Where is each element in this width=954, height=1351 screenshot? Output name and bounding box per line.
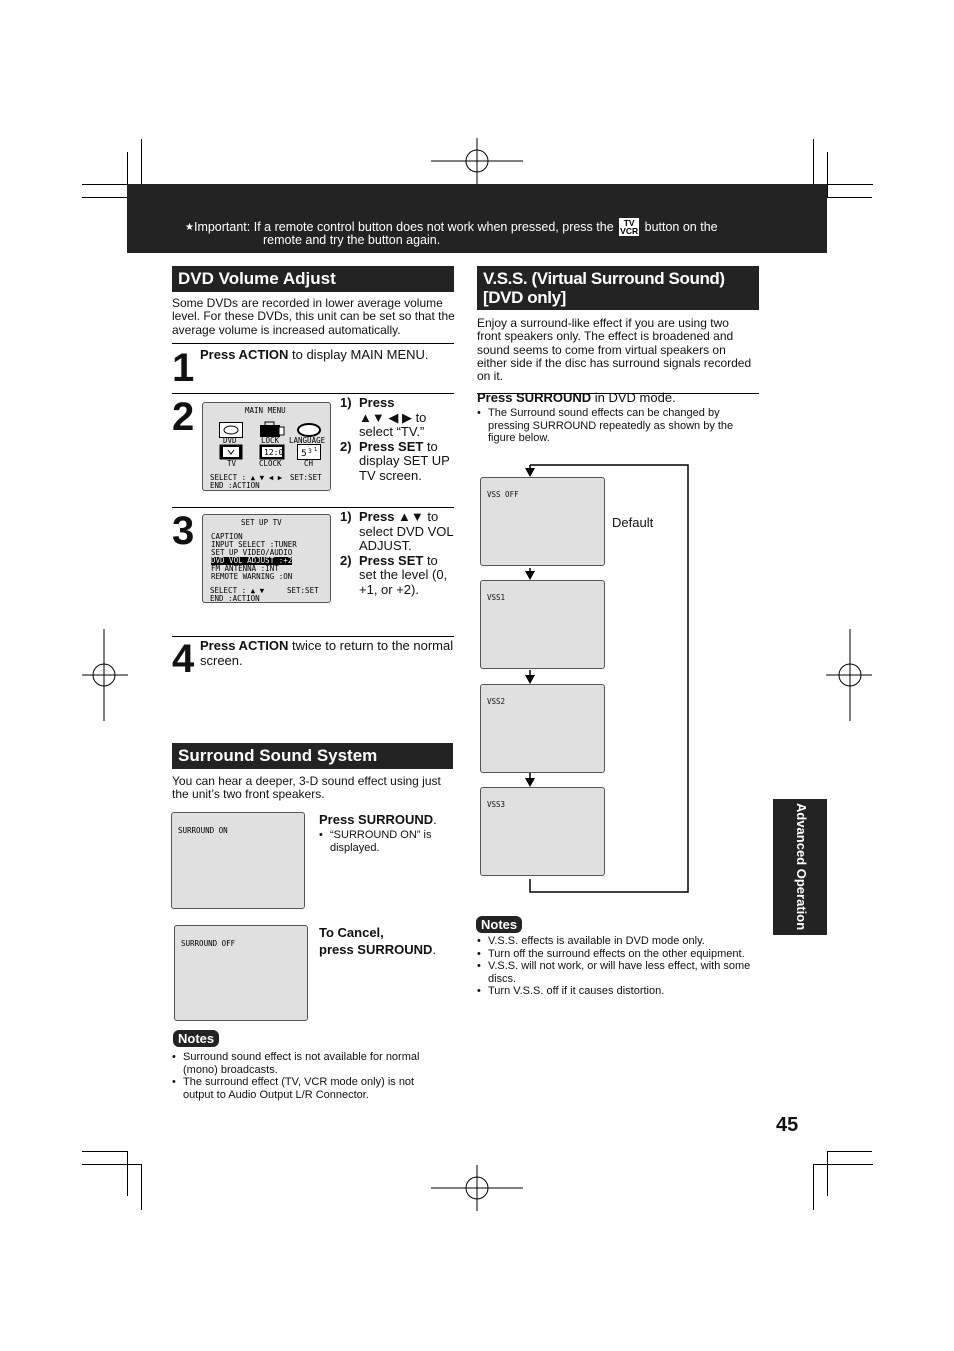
vss2-label: VSS2 <box>487 697 506 706</box>
crop-mark <box>127 1151 128 1196</box>
channel-icon <box>297 444 321 460</box>
vss-off-screen <box>480 477 605 566</box>
setup-line: INPUT SELECT :TUNER <box>211 540 297 549</box>
step-3-sub1-body <box>359 510 456 554</box>
step-2-sub2-num: 2) <box>340 438 352 454</box>
default-label: Default <box>612 515 654 530</box>
main-menu-title: MAIN MENU <box>245 406 286 415</box>
step-2-sub2-text: to display SET UP TV screen. <box>359 438 450 483</box>
setup-footer-end: END :ACTION <box>210 594 260 603</box>
cancel-line-2: press SURROUND <box>319 942 433 957</box>
surround-press-note <box>319 829 449 854</box>
vss3-label: VSS3 <box>487 800 506 809</box>
step-2-sub1 <box>340 396 456 440</box>
list-item: • The Surround sound effects can be changed by pressing SURROUND repeatedly as shown by the figure below. <box>477 407 747 445</box>
setup-footer-set: SET:SET <box>287 586 319 595</box>
step-3-sub1-text: ▲▼ to select DVD VOL ADJUST. <box>359 509 454 553</box>
setup-footer-select: SELECT : ▲ ▼ <box>210 586 265 595</box>
badge-tv: TV <box>623 218 635 228</box>
step-2-sub2-body <box>359 440 456 484</box>
step-4-number: 4 <box>172 637 195 681</box>
surround-intro: You can hear a deeper, 3-D sound effect using just the unit’s two front speakers. <box>172 774 441 802</box>
setup-line: CAPTION <box>211 532 243 541</box>
list-item: • Surround sound effect is not available for normal (mono) broadcasts. <box>172 1051 437 1076</box>
step-4-bold: Press ACTION <box>200 638 289 653</box>
dvd-volume-intro: Some DVDs are recorded in lower average volume level. For these DVDs, this unit can be set so that the average volume is increased automatically. <box>172 296 455 337</box>
vss-notes <box>477 935 762 998</box>
vss1-screen <box>480 580 605 669</box>
crop-mark <box>827 1151 872 1152</box>
svg-text:12:0: 12:0 <box>264 448 284 457</box>
vss3-screen <box>480 787 605 876</box>
step-3-sub2 <box>340 554 456 598</box>
step-2-sub1-num: 1) <box>340 395 352 410</box>
clock-icon <box>259 444 285 460</box>
setup-line: FM ANTENNA :INT <box>211 564 279 573</box>
divider <box>172 393 454 394</box>
step-3-number: 3 <box>172 509 195 553</box>
crop-mark <box>82 1151 127 1152</box>
page-number: 45 <box>776 1114 799 1136</box>
tv-icon <box>219 444 243 460</box>
step-4-text <box>200 639 454 668</box>
menu-item-language: LANGUAGE <box>289 436 326 445</box>
surround-press-bold: Press SURROUND <box>319 812 434 827</box>
cancel-tail: . <box>432 942 437 957</box>
star-icon: ★ <box>185 222 194 233</box>
surround-cancel <box>319 924 454 958</box>
vss-intro: Enjoy a surround-like effect if you are using two front speakers only. The effect is broadened and sound seems to come from virtual speakers on either side if the disc has surround signals recorded on it. <box>477 316 752 384</box>
surround-off-screen <box>174 925 308 1021</box>
step-1-bold: Press ACTION <box>200 347 289 362</box>
step-2-sub2 <box>340 440 456 484</box>
arrow-down-icon <box>525 778 535 787</box>
step-1-number: 1 <box>172 346 195 390</box>
surround-on-label: SURROUND ON <box>178 826 228 835</box>
menu-footer-select: SELECT : ▲ ▼ ◀ ▶ <box>210 473 283 482</box>
divider <box>172 636 454 637</box>
list-item: • V.S.S. will not work, or will have less effect, with some discs. <box>477 960 762 985</box>
dvd-volume-heading: DVD Volume Adjust <box>172 266 454 292</box>
important-banner <box>127 184 827 253</box>
vss-press-text: in DVD mode. <box>591 390 676 405</box>
surround-notes <box>172 1051 437 1101</box>
step-4-rest: twice to return to the normal screen. <box>200 638 454 668</box>
setup-title: SET UP TV <box>241 518 282 527</box>
step-3-sub1-num: 1) <box>340 509 352 524</box>
step-3-sub1 <box>340 510 456 554</box>
setup-line: REMOTE WARNING :ON <box>211 572 293 581</box>
step-3-sub2-bold: Press SET <box>359 552 424 568</box>
svg-text:5: 5 <box>301 449 307 459</box>
crop-mark <box>827 1151 828 1196</box>
step-3-text <box>340 510 456 597</box>
crop-mark <box>82 1164 142 1165</box>
vss-heading <box>477 266 759 310</box>
step-2-sub1-text: ▲▼ ◀ ▶ to select “TV.” <box>359 409 427 439</box>
step-2-sub1-body <box>359 396 456 440</box>
arrow-down-icon <box>525 468 535 477</box>
important-text: If a remote control button does not work when pressed, press the <box>253 220 614 234</box>
registration-mark-right <box>826 629 872 721</box>
divider <box>172 507 454 508</box>
surround-press <box>319 813 449 828</box>
important-line-2: remote and try the button again. <box>263 233 441 247</box>
step-2-number: 2 <box>172 395 195 439</box>
menu-item-clock: CLOCK <box>259 459 282 468</box>
step-3-sub2-text: to set the level (0, +1, or +2). <box>359 552 448 597</box>
badge-vcr: VCR <box>620 226 639 236</box>
list-item: • “SURROUND ON” is displayed. <box>319 829 449 854</box>
step-3-sub2-num: 2) <box>340 552 352 568</box>
list-item: • The surround effect (TV, VCR mode only) is not output to Audio Output L/R Connector. <box>172 1076 437 1101</box>
tv-vcr-badge <box>619 218 639 236</box>
step-2-text <box>340 396 456 483</box>
crop-mark <box>82 197 127 198</box>
step-2-sub2-bold: Press SET <box>359 438 424 454</box>
vss-notes-badge: Notes <box>476 916 522 933</box>
svg-text:3: 3 <box>308 448 312 455</box>
surround-notes-badge: Notes <box>173 1030 219 1047</box>
crop-mark <box>827 152 828 197</box>
vss-press-bold: Press SURROUND <box>477 390 592 405</box>
surround-heading: Surround Sound System <box>172 743 453 769</box>
registration-mark-left <box>82 629 128 721</box>
divider <box>172 343 454 344</box>
crop-mark <box>141 1164 142 1210</box>
menu-item-dvd: DVD <box>223 436 237 445</box>
step-3-sub2-body <box>359 554 456 598</box>
vss-press-note <box>477 407 747 445</box>
setup-line-highlighted: DVD VOL ADJUST :+2 <box>211 556 293 565</box>
important-text-end: button on the <box>644 220 718 234</box>
important-prefix: Important: <box>193 220 251 234</box>
setup-tv-screen <box>202 514 331 603</box>
list-item: • V.S.S. effects is available in DVD mode only. <box>477 935 762 948</box>
crop-mark <box>813 1164 814 1210</box>
registration-mark-top <box>431 138 523 184</box>
vss1-label: VSS1 <box>487 593 506 602</box>
svg-text:1: 1 <box>314 447 318 453</box>
setup-line: SET UP VIDEO/AUDIO <box>211 548 293 557</box>
crop-mark <box>827 197 872 198</box>
main-menu-screen <box>202 402 331 491</box>
step-1-rest: to display MAIN MENU. <box>288 347 429 362</box>
surround-on-screen <box>171 812 305 909</box>
crop-mark <box>813 1164 873 1165</box>
list-item: • Turn V.S.S. off if it causes distortion. <box>477 985 762 998</box>
advanced-operation-tab <box>773 799 827 935</box>
registration-mark-bottom <box>431 1165 523 1211</box>
step-2-sub1-bold: Press <box>359 395 395 410</box>
menu-item-ch: CH <box>304 459 314 468</box>
menu-footer-set: SET:SET <box>290 473 322 482</box>
menu-item-tv: TV <box>227 459 237 468</box>
vss2-screen <box>480 684 605 773</box>
cancel-line-1: To Cancel, <box>319 925 384 940</box>
vss-press <box>477 391 757 406</box>
arrow-down-icon <box>525 571 535 580</box>
vss-off-label: VSS OFF <box>487 490 519 499</box>
surround-off-label: SURROUND OFF <box>181 939 236 948</box>
list-item: • Turn off the surround effects on the other equipment. <box>477 948 762 961</box>
step-1-text <box>200 348 454 363</box>
side-tab-label: Advanced Operation <box>794 803 809 931</box>
step-3-sub1-bold: Press <box>359 509 395 524</box>
menu-footer-end: END :ACTION <box>210 481 260 490</box>
vss-heading-line-2: [DVD only] <box>483 288 566 307</box>
menu-item-lock: LOCK <box>261 436 280 445</box>
vss-heading-line-1: V.S.S. (Virtual Surround Sound) <box>483 269 725 288</box>
arrow-down-icon <box>525 675 535 684</box>
surround-press-tail: . <box>433 812 437 827</box>
